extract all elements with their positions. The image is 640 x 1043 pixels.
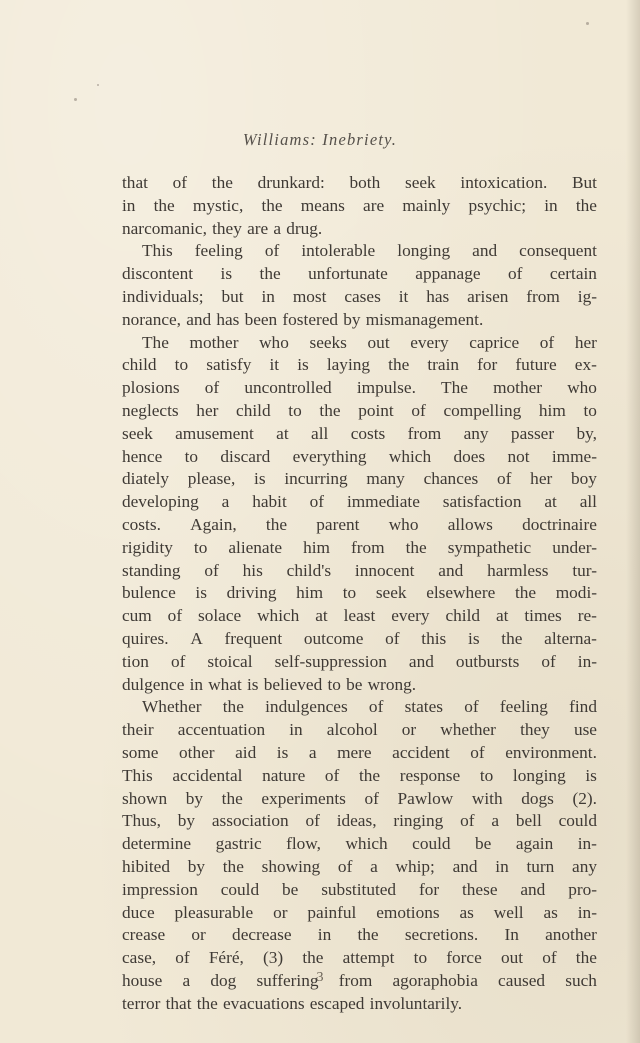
text-line: terror that the evacuations escaped involuntarily.	[122, 993, 463, 1013]
text-line: cum of solace which at least every child at times re-	[122, 606, 597, 626]
text-line: narcomanic, they are a drug.	[122, 218, 323, 238]
text-line: seek amusement at all costs from any passer by,	[122, 423, 597, 443]
text-line: individuals; but in most cases it has arisen from ig-	[122, 286, 597, 306]
paper-speck	[586, 22, 589, 25]
text-line: diately please, is incurring many chances of her boy	[122, 469, 597, 489]
text-line: dulgence in what is believed to be wrong.	[122, 674, 417, 694]
text-line: costs. Again, the parent who allows doctrinaire	[122, 514, 597, 534]
text-line: some other aid is a mere accident of environment.	[122, 742, 597, 762]
text-line: quires. A frequent outcome of this is the alterna-	[122, 628, 597, 648]
text-line: bulence is driving him to seek elsewhere the modi-	[122, 583, 597, 603]
text-line: that of the drunkard: both seek intoxication. But	[122, 173, 597, 192]
text-line: shown by the experiments of Pawlow with dogs (2).	[122, 788, 597, 808]
text-line: developing a habit of immediate satisfaction at all	[122, 492, 597, 512]
text-line: Whether the indulgences of states of feeling find	[142, 697, 597, 717]
text-line: tion of stoical self-suppression and outbursts of in-	[122, 651, 597, 671]
text-line: crease or decrease in the secretions. In another	[122, 925, 597, 945]
text-line: This accidental nature of the response to longing is	[122, 765, 597, 785]
text-line: in the mystic, the means are mainly psychic; in the	[122, 195, 597, 215]
text-line: Thus, by association of ideas, ringing of a bell could	[122, 811, 597, 831]
text-line: their accentuation in alcohol or whether they use	[122, 720, 597, 740]
text-line: The mother who seeks out every caprice of her	[142, 332, 597, 352]
text-line: This feeling of intolerable longing and consequent	[142, 241, 597, 261]
text-line: duce pleasurable or painful emotions as well as in-	[122, 902, 597, 922]
text-line: norance, and has been fostered by mismanagement.	[122, 309, 484, 329]
text-line: impression could be substituted for these and pro-	[122, 879, 597, 899]
text-line: rigidity to alienate him from the sympathetic under-	[122, 537, 597, 557]
page-number: 3	[316, 970, 324, 985]
paper-speck	[74, 98, 77, 101]
running-header: Williams: Inebriety.	[242, 130, 398, 149]
text-line: case, of Féré, (3) the attempt to force out of the	[122, 948, 597, 968]
text-line: discontent is the unfortunate appanage of certain	[122, 264, 597, 284]
paper-speck	[97, 84, 99, 86]
text-line: determine gastric flow, which could be again in-	[122, 834, 597, 854]
text-line: hence to discard everything which does not imme-	[122, 446, 597, 466]
text-line: neglects her child to the point of compelling him to	[122, 400, 597, 420]
text-line: plosions of uncontrolled impulse. The mother who	[122, 378, 597, 398]
text-line: child to satisfy it is laying the train for future ex-	[122, 355, 597, 375]
text-line: standing of his child's innocent and harmless tur-	[122, 560, 597, 580]
body-text	[122, 172, 597, 1015]
page-edge-shadow	[626, 0, 640, 1043]
text-line: house a dog suffering from agoraphobia caused such	[122, 970, 597, 990]
text-line: hibited by the showing of a whip; and in turn any	[122, 856, 597, 876]
